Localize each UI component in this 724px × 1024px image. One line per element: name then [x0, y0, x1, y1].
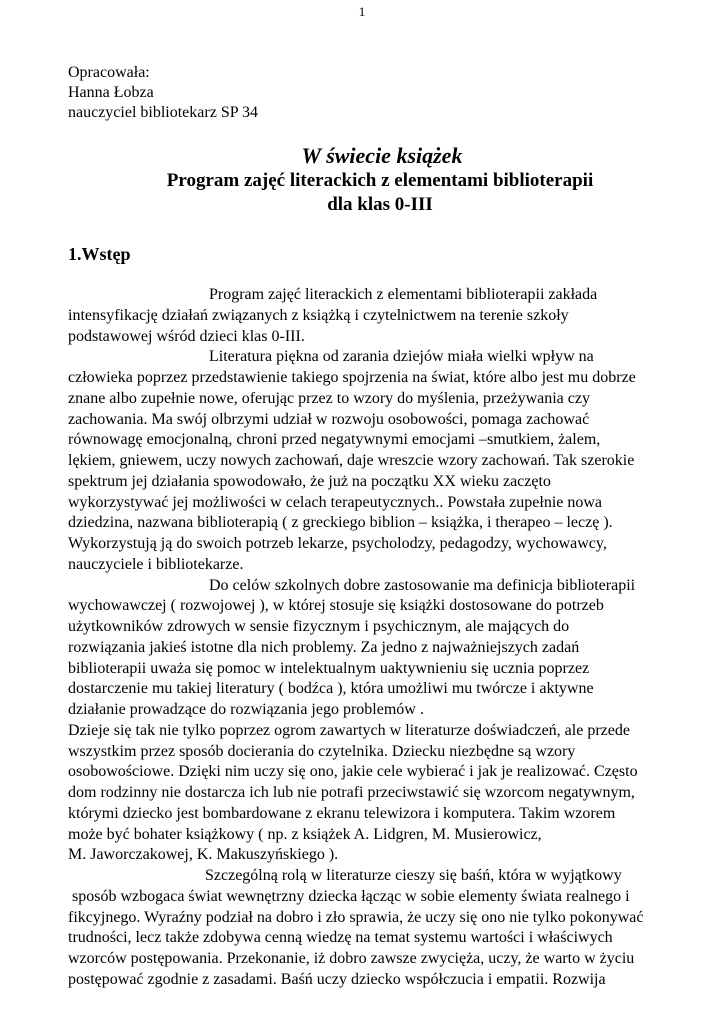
text-line: Literatura piękna od zarania dziejów miała wielki wpływ na [209, 348, 594, 366]
document-title: W świecie książek [301, 143, 463, 168]
text-line: Program zajęć literackich z elementami biblioterapii zakłada [209, 286, 598, 303]
page-number: 1 [358, 4, 366, 19]
text-line: osobowościowe. Dzięki nim uczy się ono, jakie cele wybierać i jak je realizować. Często [68, 763, 638, 781]
body-text [68, 285, 668, 991]
text-line: postępować zgodnie z zasadami. Baśń uczy dziecko współczucia i empatii. Rozwija [68, 970, 606, 988]
text-line: może być bohater książkowy ( np. z książek A. Lidgren, M. Musierowicz, [68, 825, 542, 843]
document-subtitle-grades: dla klas 0-III [327, 194, 433, 215]
text-line: wychowawczej ( rozwojowej ), w której stosuje się książki dostosowane do potrzeb [68, 597, 604, 615]
text-line: M. Jaworczakowej, K. Makuszyńskiego ). [68, 846, 339, 864]
text-line: którymi dziecko jest bombardowane z ekranu telewizora i komputera. Takim wzorem [68, 804, 616, 822]
text-line: rozwiązania jakieś istotne dla nich problemy. Za jedno z najważniejszych zadań [68, 638, 580, 656]
text-line: sposób wzbogaca świat wewnętrzny dziecka łącząc w sobie elementy świata realnego i [72, 887, 630, 905]
text-line: dostarczenie mu takiej literatury ( bodźca ), która umożliwi mu twórcze i aktywne [68, 680, 594, 698]
text-line: fikcyjnego. Wyraźny podział na dobro i zło sprawia, że uczy się ono nie tylko pokonywać [68, 908, 644, 926]
text-line: wykorzystywać jej możliwości w celach terapeutycznych.. Powstała zupełnie nowa [68, 493, 603, 511]
text-line: biblioterapii uważa się pomoc w intelektualnym uaktywnieniu się ucznia poprzez [68, 659, 590, 677]
title-block [0, 143, 724, 217]
author-name: Hanna Łobza [68, 84, 154, 101]
text-line: wszystkim przez sposób docierania do czytelnika. Dziecku niezbędne są wzory [68, 742, 576, 760]
text-line: Dzieje się tak nie tylko poprzez ogrom zawartych w literaturze doświadczeń, ale przede [68, 721, 630, 739]
text-line: wzorców postępowania. Przekonanie, iż dobro zawsze zwycięża, uczy, że warto w życiu [68, 950, 635, 967]
text-line: lękiem, gniewem, uczy nowych zachowań, daje wreszcie wzory zachowań. Tak szerokie [68, 452, 635, 469]
text-line: Szczególną rolą w literaturze cieszy się baśń, która w wyjątkowy [205, 867, 622, 884]
document-subtitle: Program zajęć literackich z elementami biblioterapii [166, 170, 594, 191]
text-line: podstawowej wśród dzieci klas 0-III. [68, 327, 305, 345]
text-line: człowieka poprzez przedstawienie takiego spojrzenia na świat, które albo jest mu dobrze [68, 369, 636, 386]
text-line: znane albo zupełnie nowe, oferując przez to wzory do myślenia, przeżywania czy [68, 389, 590, 407]
text-line: Wykorzystują ją do swoich potrzeb lekarze, psycholodzy, pedagodzy, wychowawcy, [68, 535, 607, 552]
text-line: równowagę emocjonalną, chroni przed negatywnymi emocjami –smutkiem, żalem, [68, 431, 601, 449]
text-line: intensyfikację działań związanych z książką i czytelnictwem na terenie szkoły [68, 306, 569, 324]
author-role-label: Opracowała: [68, 64, 150, 81]
author-block [68, 63, 258, 123]
text-line: trudności, lecz także zdobywa cenną wiedzę na temat systemu wartości i właściwych [68, 929, 613, 947]
text-line: zachowania. Ma swój olbrzymi udział w rozwoju osobowości, pomaga zachować [68, 410, 590, 428]
text-line: spektrum jej działania spowodowało, że już na początku XX wieku zaczęto [68, 472, 551, 490]
text-line: dom rodzinny nie dostarcza ich lub nie potrafi przeciwstawić się wzorcom negatywnym, [68, 784, 635, 801]
text-line: nauczyciele i bibliotekarze. [68, 555, 244, 573]
text-line: dziedzina, nazwana biblioterapią ( z greckiego biblion – książka, i therapeo – leczę ). [68, 514, 613, 532]
text-line: Do celów szkolnych dobre zastosowanie ma definicja biblioterapii [209, 576, 636, 594]
text-line: działanie prowadzące do rozwiązania jego problemów . [68, 701, 424, 718]
section-heading: 1.Wstęp [68, 244, 131, 264]
text-line: użytkowników zdrowych w sensie fizycznym i psychicznym, ale mających do [68, 618, 570, 635]
author-position: nauczyciel bibliotekarz SP 34 [68, 104, 259, 121]
